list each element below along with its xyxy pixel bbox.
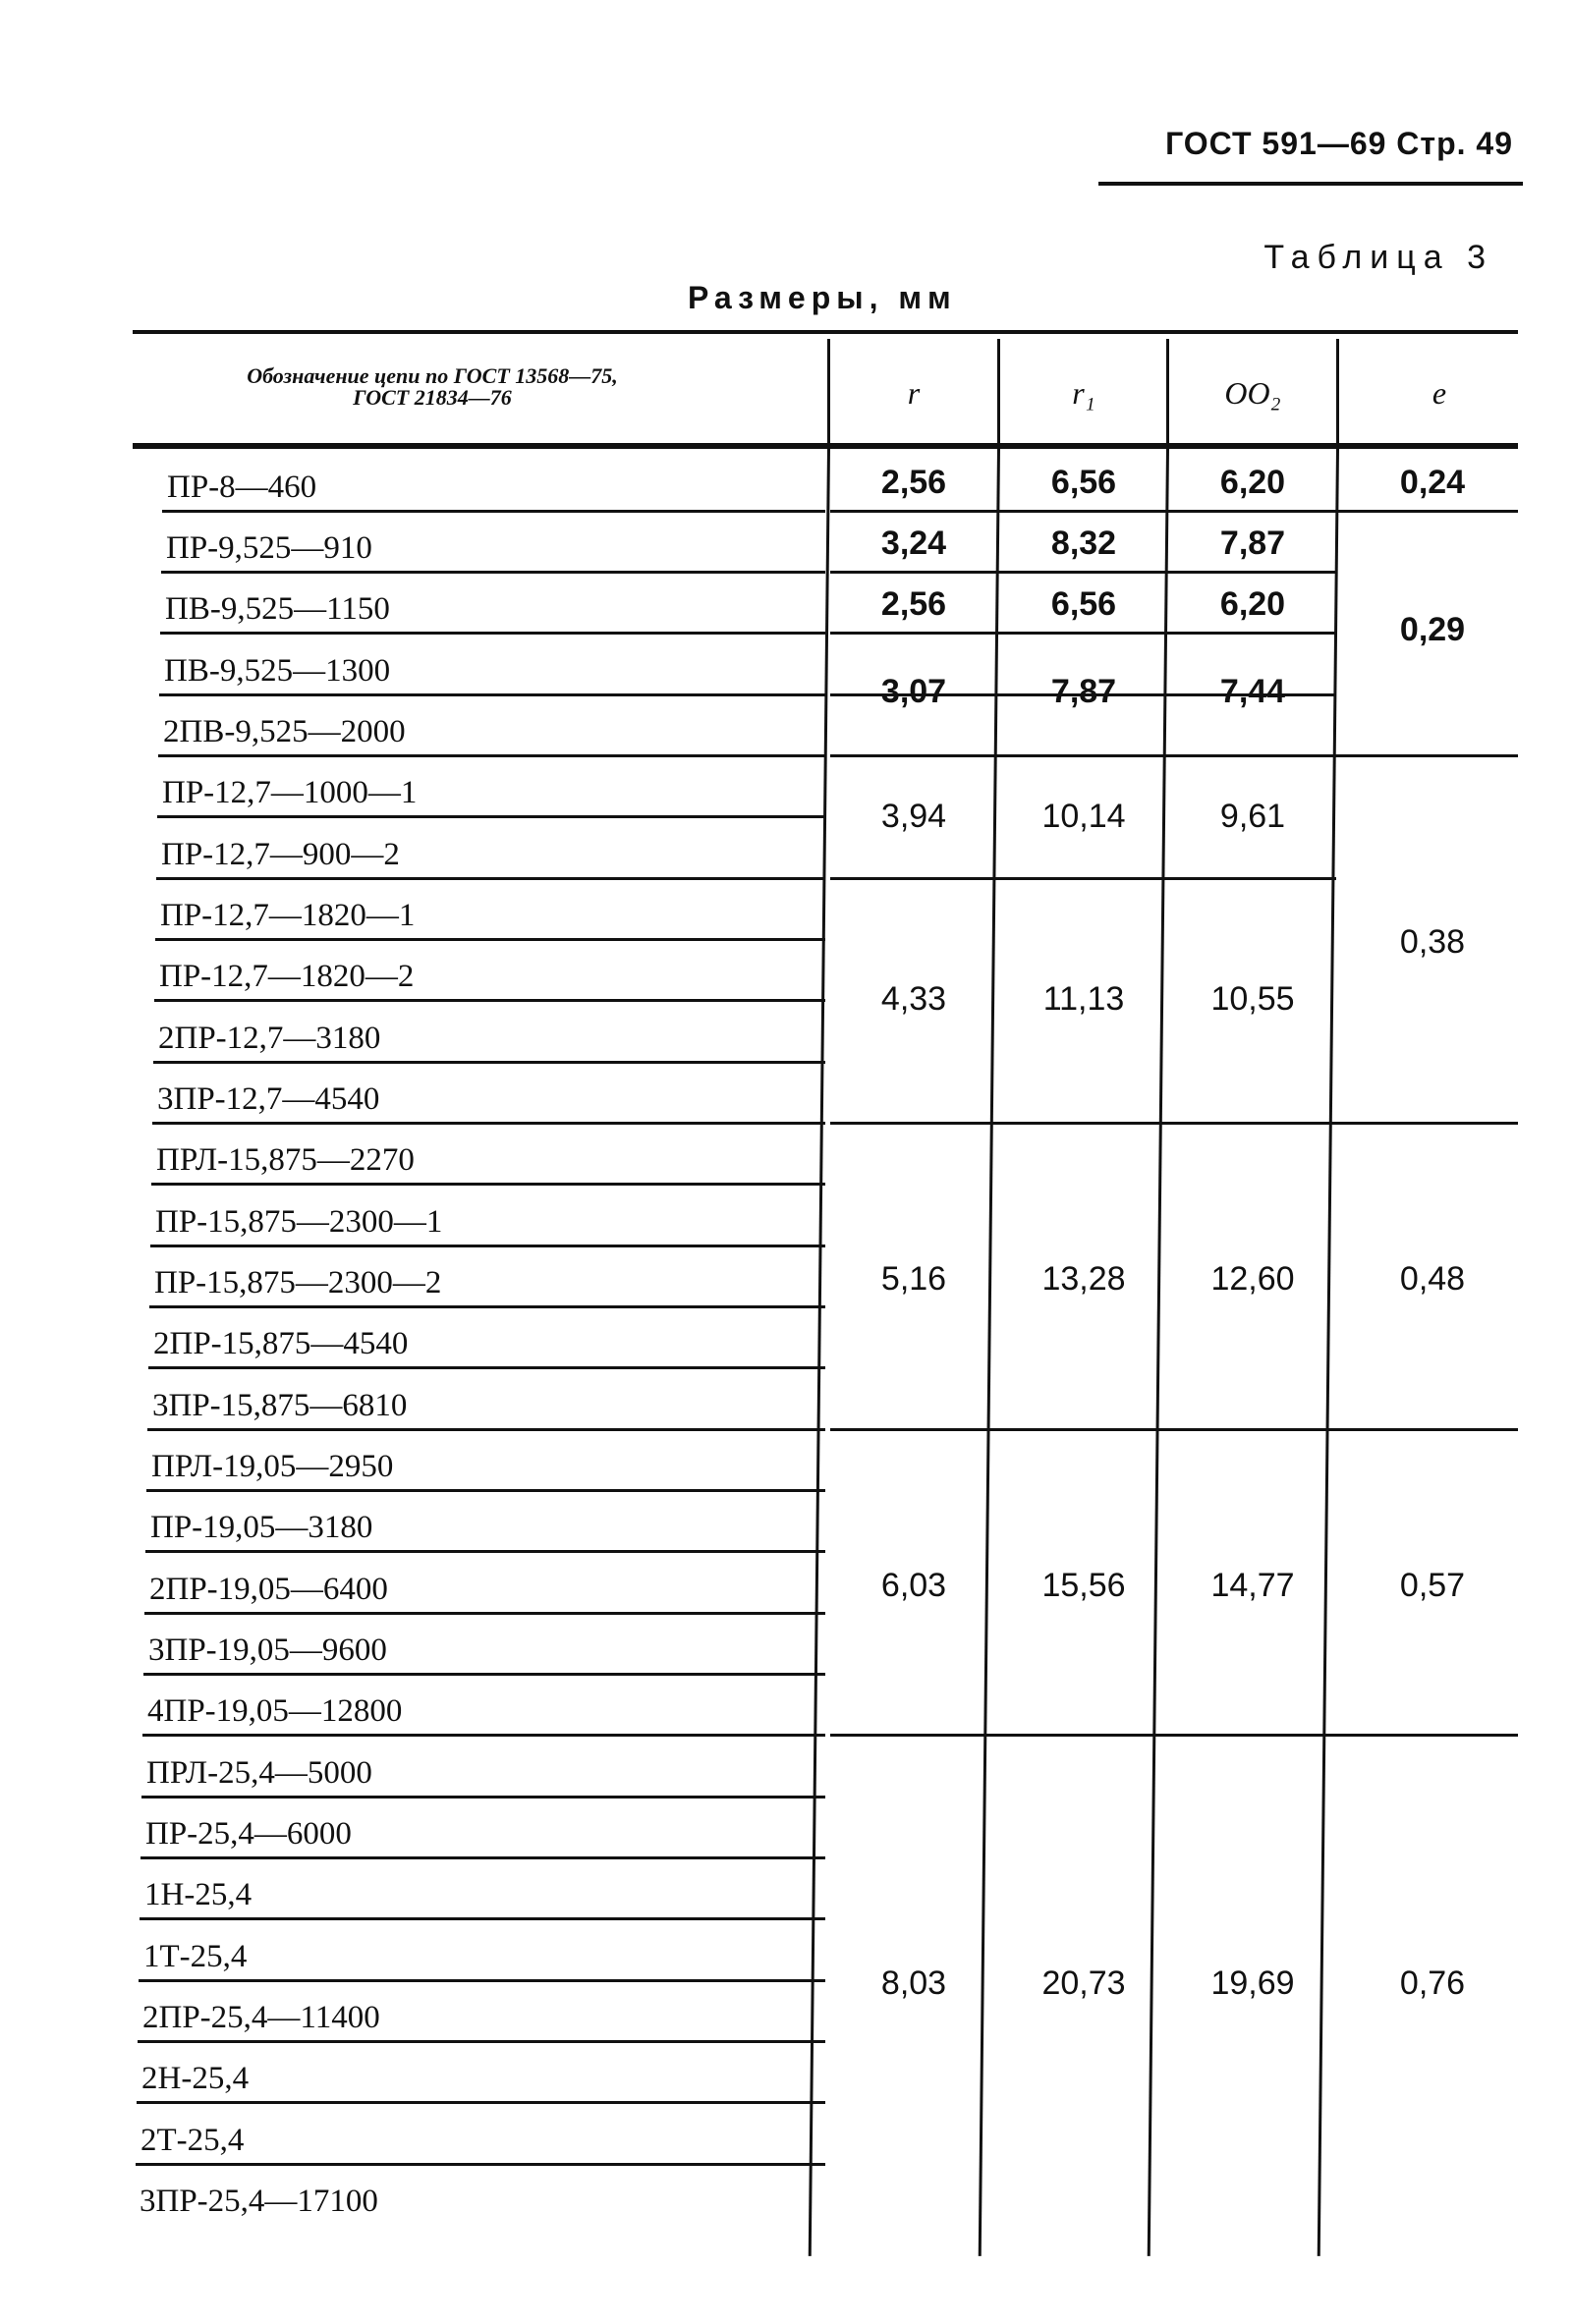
column-header-oo2: OO₂ (1224, 375, 1281, 411)
value-oo2: 6,20 (1219, 464, 1286, 501)
row-rule (136, 2163, 825, 2166)
column-divider-4 (1336, 339, 1339, 443)
row-rule (152, 1122, 825, 1125)
row-rule (157, 815, 825, 818)
column-header-r1: r₁ (1072, 375, 1095, 411)
value-e: 0,76 (1399, 1964, 1466, 2002)
value-r1: 11,13 (1042, 980, 1125, 1018)
value-e: 0,57 (1399, 1567, 1466, 1604)
chain-name: 3ПР-25,4—17100 (140, 2184, 378, 2219)
chain-name: ПР-25,4—6000 (145, 1816, 352, 1852)
row-rule (159, 693, 825, 696)
chain-name: ПРЛ-19,05—2950 (151, 1449, 394, 1484)
row-rule (149, 1305, 825, 1308)
row-rule (146, 1489, 825, 1492)
chain-name: 2Т-25,4 (140, 2123, 245, 2158)
value-r1: 15,56 (1041, 1567, 1126, 1604)
table-label: Таблица 3 (1263, 239, 1493, 276)
chain-name: 1Т-25,4 (143, 1939, 248, 1974)
chain-name: ПР-8—460 (167, 470, 317, 505)
value-r: 3,24 (880, 525, 947, 562)
row-rule (161, 571, 825, 574)
value-r: 8,03 (880, 1964, 947, 2002)
value-r1: 10,14 (1041, 798, 1126, 835)
column-divider-2 (997, 339, 1000, 443)
value-e: 0,29 (1399, 611, 1466, 648)
row-rule (144, 1612, 825, 1615)
value-r: 4,33 (880, 980, 947, 1018)
row-rule (155, 938, 825, 941)
row-rule (156, 877, 825, 880)
row-rule (139, 1979, 825, 1982)
value-r: 2,56 (880, 464, 947, 501)
group-rule (830, 1428, 1518, 1431)
group-rule (830, 1734, 1518, 1737)
chain-name: 3ПР-12,7—4540 (157, 1081, 380, 1117)
chain-name: ПР-19,05—3180 (150, 1510, 373, 1545)
row-rule (151, 1183, 825, 1186)
chain-name: 2ПР-12,7—3180 (158, 1021, 381, 1056)
group-rule (830, 754, 1518, 757)
group-rule (830, 1122, 1518, 1125)
row-rule (160, 632, 825, 635)
chain-name: ПРЛ-15,875—2270 (156, 1142, 415, 1178)
row-rule (153, 1061, 825, 1064)
value-oo2: 10,55 (1210, 980, 1295, 1018)
value-e: 0,24 (1399, 464, 1466, 501)
table-units: Размеры, мм (688, 280, 957, 315)
value-r1: 6,56 (1050, 585, 1117, 623)
chain-name: ПВ-9,525—1150 (165, 591, 390, 627)
value-oo2: 12,60 (1210, 1260, 1295, 1298)
chain-name: ПВ-9,525—1300 (164, 653, 391, 689)
value-r: 5,16 (880, 1260, 947, 1298)
row-rule (147, 1428, 825, 1431)
value-oo2: 14,77 (1210, 1567, 1295, 1604)
body-divider-1 (809, 449, 830, 2256)
column-header-e: e (1432, 375, 1447, 411)
chain-name: ПР-12,7—900—2 (161, 837, 400, 872)
row-rule (140, 1856, 825, 1859)
chain-name: 3ПР-15,875—6810 (152, 1388, 408, 1423)
row-rule (141, 1796, 825, 1798)
header-rule (1098, 182, 1523, 186)
row-rule (140, 1917, 825, 1920)
chain-name: 1Н-25,4 (144, 1877, 253, 1912)
column-header-designation-line2: ГОСТ 21834—76 (353, 385, 512, 410)
column-divider-1 (827, 339, 830, 443)
chain-name: 2ПР-15,875—4540 (153, 1326, 409, 1361)
chain-name: ПР-12,7—1820—1 (160, 898, 416, 933)
table-top-rule (133, 330, 1518, 334)
chain-name: 4ПР-19,05—12800 (147, 1693, 403, 1729)
value-r: 3,07 (880, 673, 947, 710)
chain-name: ПР-12,7—1000—1 (162, 775, 418, 810)
column-header-designation (138, 365, 727, 409)
value-r: 6,03 (880, 1567, 947, 1604)
group-rule (830, 510, 1518, 513)
column-divider-3 (1166, 339, 1169, 443)
chain-name: ПР-15,875—2300—1 (155, 1204, 443, 1240)
row-rule (162, 510, 825, 513)
chain-name: ПРЛ-25,4—5000 (146, 1755, 372, 1791)
chain-name: 3ПР-19,05—9600 (148, 1632, 387, 1668)
group-rule (830, 632, 1336, 635)
row-rule (158, 754, 825, 757)
row-rule (150, 1245, 825, 1247)
chain-name: ПР-9,525—910 (166, 530, 372, 566)
chain-name: 2ПР-25,4—11400 (142, 2000, 380, 2035)
chain-name: 2ПР-19,05—6400 (149, 1572, 388, 1607)
value-oo2: 7,87 (1219, 525, 1286, 562)
chain-name: 2Н-25,4 (141, 2061, 250, 2096)
value-oo2: 6,20 (1219, 585, 1286, 623)
column-header-r: r (907, 375, 921, 411)
row-rule (138, 2040, 825, 2043)
chain-name: 2ПВ-9,525—2000 (163, 714, 406, 749)
row-rule (142, 1734, 825, 1737)
value-oo2: 9,61 (1219, 798, 1286, 835)
chain-name: ПР-15,875—2300—2 (154, 1265, 442, 1300)
value-r1: 8,32 (1050, 525, 1117, 562)
table-header-rule (133, 443, 1518, 449)
row-rule (154, 999, 825, 1002)
value-r1: 7,87 (1050, 673, 1117, 710)
group-rule (830, 571, 1336, 574)
row-rule (148, 1366, 825, 1369)
value-r: 3,94 (880, 798, 947, 835)
value-r1: 13,28 (1041, 1260, 1126, 1298)
row-rule (143, 1673, 825, 1676)
group-rule (830, 877, 1336, 880)
value-oo2: 19,69 (1210, 1964, 1295, 2002)
row-rule (137, 2101, 825, 2104)
value-oo2: 7,44 (1219, 673, 1286, 710)
running-head: ГОСТ 591—69 Стр. 49 (1165, 126, 1513, 161)
column-header-designation-line1: Обозначение цепи по ГОСТ 13568—75, (247, 363, 618, 388)
value-r1: 6,56 (1050, 464, 1117, 501)
value-e: 0,48 (1399, 1260, 1466, 1298)
value-r: 2,56 (880, 585, 947, 623)
chain-name: ПР-12,7—1820—2 (159, 959, 415, 994)
value-e: 0,38 (1399, 923, 1466, 961)
value-r1: 20,73 (1041, 1964, 1126, 2002)
row-rule (145, 1550, 825, 1553)
